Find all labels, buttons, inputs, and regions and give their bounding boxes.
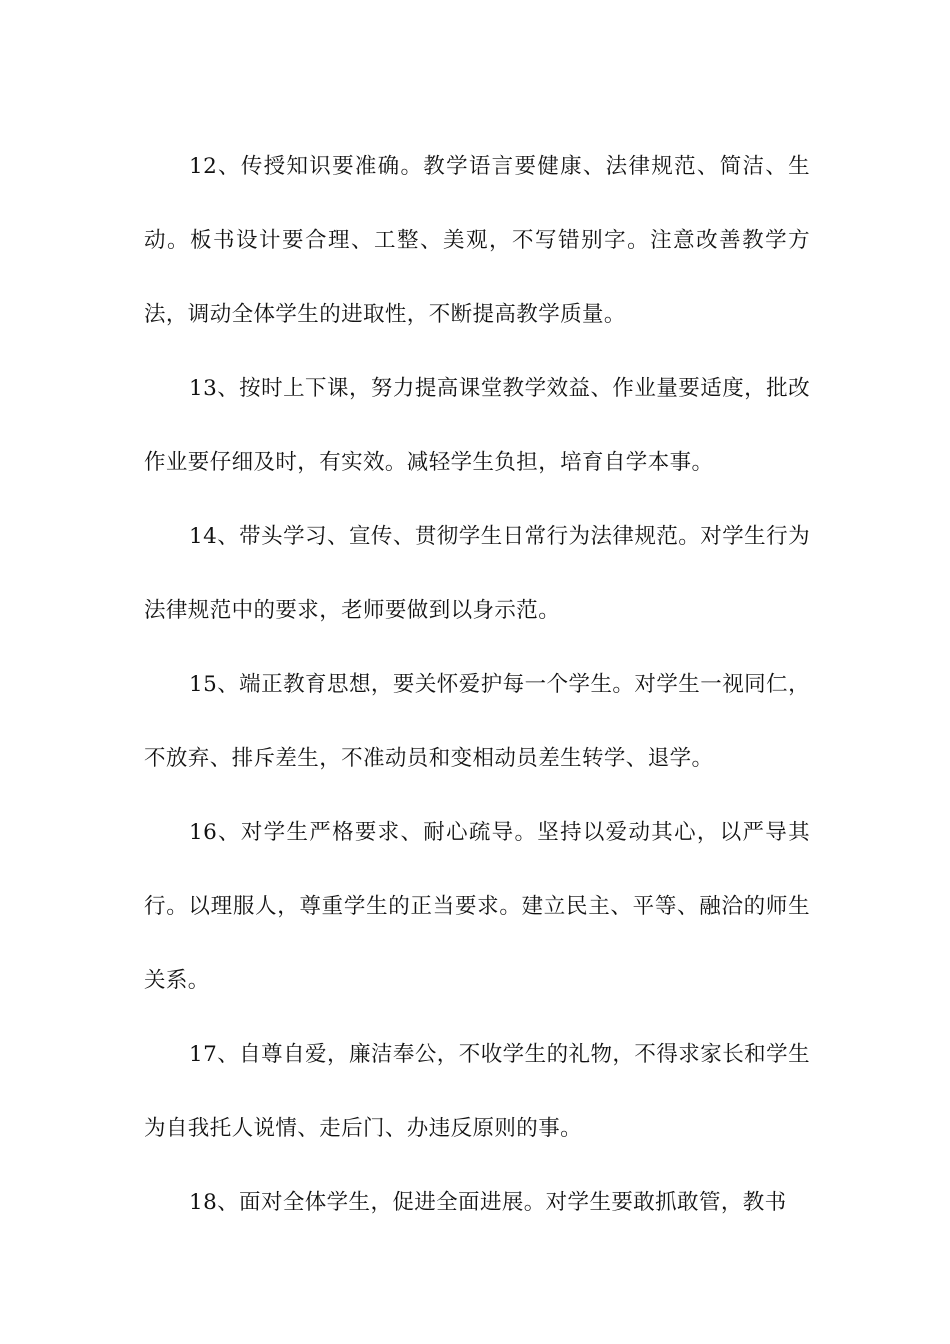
- paragraph-item-17: 17、自尊自爱，廉洁奉公，不收学生的礼物，不得求家长和学生为自我托人说情、走后门、办违反原则的事。: [144, 1042, 810, 1141]
- paragraph-item-12: 12、传授知识要准确。教学语言要健康、法律规范、简洁、生动。板书设计要合理、工整、美观，不写错别字。注意改善教学方法，调动全体学生的进取性，不断提高教学质量。: [144, 154, 810, 327]
- document-body: [144, 130, 810, 1240]
- paragraph-item-15: 15、端正教育思想，要关怀爱护每一个学生。对学生一视同仁，不放弃、排斥差生，不准动员和变相动员差生转学、退学。: [144, 672, 810, 771]
- paragraph-item-16: 16、对学生严格要求、耐心疏导。坚持以爱动其心，以严导其行。以理服人，尊重学生的正当要求。建立民主、平等、融洽的师生关系。: [144, 820, 810, 993]
- paragraph-item-13: 13、按时上下课，努力提高课堂教学效益、作业量要适度，批改作业要仔细及时，有实效。减轻学生负担，培育自学本事。: [144, 376, 810, 475]
- paragraph-item-14: 14、带头学习、宣传、贯彻学生日常行为法律规范。对学生行为法律规范中的要求，老师要做到以身示范。: [144, 524, 810, 623]
- paragraph-item-18: 18、面对全体学生，促进全面进展。对学生要敢抓敢管，教书: [189, 1190, 787, 1215]
